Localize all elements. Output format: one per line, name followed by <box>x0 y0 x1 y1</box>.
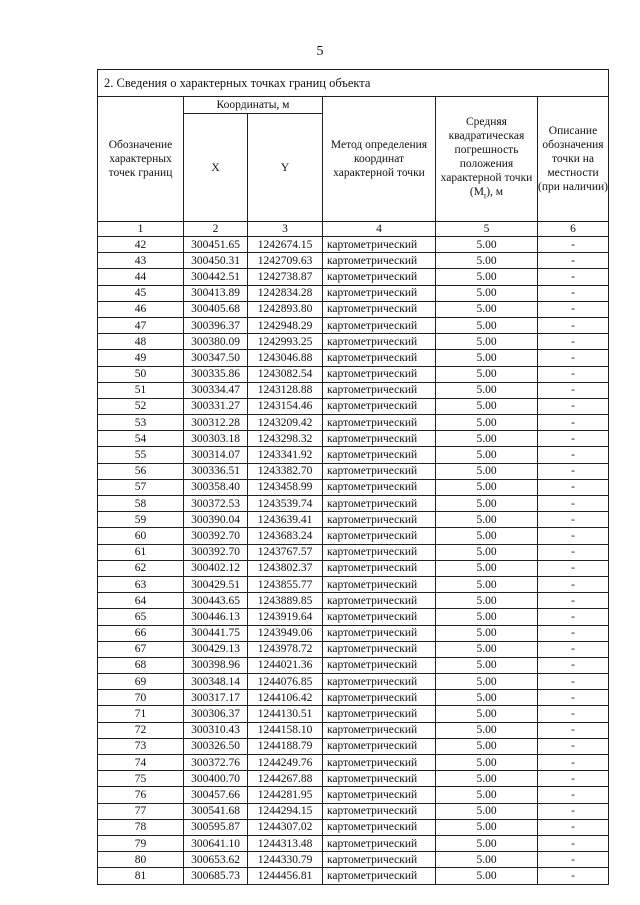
description-cell: - <box>538 722 609 738</box>
description-cell: - <box>538 819 609 835</box>
x-coordinate-cell: 300641.10 <box>184 835 248 851</box>
point-number-cell: 65 <box>98 609 184 625</box>
method-cell: картометрический <box>323 868 436 884</box>
y-coordinate-cell: 1243767.57 <box>248 544 323 560</box>
description-cell: - <box>538 447 609 463</box>
point-number-cell: 72 <box>98 722 184 738</box>
method-cell: картометрический <box>323 269 436 285</box>
description-cell: - <box>538 350 609 366</box>
table-row <box>98 706 609 722</box>
table-row <box>98 803 609 819</box>
x-coordinate-cell: 300390.04 <box>184 512 248 528</box>
y-coordinate-cell: 1244021.36 <box>248 657 323 673</box>
point-number-cell: 64 <box>98 593 184 609</box>
method-cell: картометрический <box>323 317 436 333</box>
description-cell: - <box>538 835 609 851</box>
method-cell: картометрический <box>323 852 436 868</box>
table-row <box>98 544 609 560</box>
point-number-cell: 57 <box>98 479 184 495</box>
column-number: 1 <box>98 222 184 237</box>
point-number-cell: 47 <box>98 317 184 333</box>
method-cell: картометрический <box>323 415 436 431</box>
table-row <box>98 771 609 787</box>
table-row <box>98 755 609 771</box>
y-coordinate-cell: 1243341.92 <box>248 447 323 463</box>
method-cell: картометрический <box>323 285 436 301</box>
table-row <box>98 301 609 317</box>
description-cell: - <box>538 496 609 512</box>
method-cell: картометрический <box>323 544 436 560</box>
column-number: 6 <box>538 222 609 237</box>
x-coordinate-cell: 300334.47 <box>184 382 248 398</box>
method-cell: картометрический <box>323 528 436 544</box>
table-row <box>98 722 609 738</box>
description-cell: - <box>538 237 609 253</box>
accuracy-cell: 5.00 <box>436 657 538 673</box>
point-number-cell: 43 <box>98 253 184 269</box>
point-number-cell: 62 <box>98 560 184 576</box>
point-number-cell: 69 <box>98 674 184 690</box>
table-row <box>98 398 609 414</box>
y-coordinate-cell: 1244130.51 <box>248 706 323 722</box>
y-coordinate-cell: 1244294.15 <box>248 803 323 819</box>
accuracy-cell: 5.00 <box>436 350 538 366</box>
x-coordinate-cell: 300402.12 <box>184 560 248 576</box>
method-cell: картометрический <box>323 835 436 851</box>
table-row <box>98 593 609 609</box>
x-coordinate-cell: 300335.86 <box>184 366 248 382</box>
table-row <box>98 738 609 754</box>
x-coordinate-cell: 300413.89 <box>184 285 248 301</box>
x-coordinate-cell: 300380.09 <box>184 334 248 350</box>
description-cell: - <box>538 787 609 803</box>
method-cell: картометрический <box>323 609 436 625</box>
accuracy-cell: 5.00 <box>436 593 538 609</box>
point-number-cell: 52 <box>98 398 184 414</box>
point-number-cell: 68 <box>98 657 184 673</box>
x-coordinate-cell: 300685.73 <box>184 868 248 884</box>
y-coordinate-cell: 1242674.15 <box>248 237 323 253</box>
y-coordinate-cell: 1244249.76 <box>248 755 323 771</box>
accuracy-cell: 5.00 <box>436 544 538 560</box>
y-coordinate-cell: 1242993.25 <box>248 334 323 350</box>
table-header <box>98 70 609 237</box>
y-coordinate-cell: 1243082.54 <box>248 366 323 382</box>
column-numbers-row <box>98 222 609 237</box>
accuracy-cell: 5.00 <box>436 674 538 690</box>
accuracy-cell: 5.00 <box>436 431 538 447</box>
point-number-cell: 80 <box>98 852 184 868</box>
point-number-cell: 46 <box>98 301 184 317</box>
table-row <box>98 253 609 269</box>
method-cell: картометрический <box>323 479 436 495</box>
accuracy-cell: 5.00 <box>436 690 538 706</box>
point-number-cell: 74 <box>98 755 184 771</box>
table-row <box>98 852 609 868</box>
method-cell: картометрический <box>323 431 436 447</box>
y-coordinate-cell: 1243539.74 <box>248 496 323 512</box>
method-cell: картометрический <box>323 560 436 576</box>
description-cell: - <box>538 609 609 625</box>
description-cell: - <box>538 253 609 269</box>
table-row <box>98 609 609 625</box>
accuracy-cell: 5.00 <box>436 496 538 512</box>
x-coordinate-cell: 300446.13 <box>184 609 248 625</box>
x-coordinate-cell: 300443.65 <box>184 593 248 609</box>
y-coordinate-cell: 1243919.64 <box>248 609 323 625</box>
accuracy-cell: 5.00 <box>436 609 538 625</box>
method-cell: картометрический <box>323 657 436 673</box>
description-cell: - <box>538 431 609 447</box>
y-coordinate-cell: 1242709.63 <box>248 253 323 269</box>
table-row <box>98 868 609 884</box>
method-cell: картометрический <box>323 706 436 722</box>
point-number-cell: 55 <box>98 447 184 463</box>
point-number-cell: 77 <box>98 803 184 819</box>
table-row <box>98 528 609 544</box>
y-coordinate-cell: 1243046.88 <box>248 350 323 366</box>
table-row <box>98 479 609 495</box>
point-number-cell: 79 <box>98 835 184 851</box>
y-coordinate-cell: 1242834.28 <box>248 285 323 301</box>
accuracy-cell: 5.00 <box>436 415 538 431</box>
table-row <box>98 674 609 690</box>
x-coordinate-cell: 300306.37 <box>184 706 248 722</box>
description-cell: - <box>538 382 609 398</box>
description-cell: - <box>538 269 609 285</box>
table-row <box>98 366 609 382</box>
x-coordinate-cell: 300451.65 <box>184 237 248 253</box>
accuracy-cell: 5.00 <box>436 463 538 479</box>
method-cell: картометрический <box>323 690 436 706</box>
description-cell: - <box>538 528 609 544</box>
y-coordinate-cell: 1244330.79 <box>248 852 323 868</box>
x-coordinate-cell: 300429.13 <box>184 641 248 657</box>
accuracy-cell: 5.00 <box>436 528 538 544</box>
method-cell: картометрический <box>323 819 436 835</box>
table-row <box>98 415 609 431</box>
x-coordinate-cell: 300392.70 <box>184 544 248 560</box>
method-cell: картометрический <box>323 803 436 819</box>
y-coordinate-cell: 1243802.37 <box>248 560 323 576</box>
accuracy-cell: 5.00 <box>436 787 538 803</box>
accuracy-cell: 5.00 <box>436 755 538 771</box>
x-coordinate-cell: 300331.27 <box>184 398 248 414</box>
y-coordinate-cell: 1244281.95 <box>248 787 323 803</box>
method-cell: картометрический <box>323 722 436 738</box>
accuracy-cell: 5.00 <box>436 852 538 868</box>
description-cell: - <box>538 738 609 754</box>
accuracy-cell: 5.00 <box>436 237 538 253</box>
description-cell: - <box>538 317 609 333</box>
y-coordinate-cell: 1243128.88 <box>248 382 323 398</box>
table-row <box>98 576 609 592</box>
x-coordinate-cell: 300405.68 <box>184 301 248 317</box>
x-coordinate-cell: 300336.51 <box>184 463 248 479</box>
x-coordinate-cell: 300312.28 <box>184 415 248 431</box>
point-number-cell: 71 <box>98 706 184 722</box>
header-coords: Координаты, м <box>184 97 323 114</box>
page-number: 5 <box>316 44 324 59</box>
point-number-cell: 76 <box>98 787 184 803</box>
method-cell: картометрический <box>323 366 436 382</box>
point-number-cell: 59 <box>98 512 184 528</box>
accuracy-cell: 5.00 <box>436 560 538 576</box>
description-cell: - <box>538 560 609 576</box>
accuracy-cell: 5.00 <box>436 334 538 350</box>
x-coordinate-cell: 300372.53 <box>184 496 248 512</box>
point-number-cell: 66 <box>98 625 184 641</box>
method-cell: картометрический <box>323 787 436 803</box>
point-number-cell: 73 <box>98 738 184 754</box>
x-coordinate-cell: 300595.87 <box>184 819 248 835</box>
table-row <box>98 447 609 463</box>
section-title: 2. Сведения о характерных точках границ объекта <box>98 70 609 97</box>
x-coordinate-cell: 300326.50 <box>184 738 248 754</box>
table-row <box>98 560 609 576</box>
method-cell: картометрический <box>323 771 436 787</box>
accuracy-cell: 5.00 <box>436 576 538 592</box>
y-coordinate-cell: 1244106.42 <box>248 690 323 706</box>
y-coordinate-cell: 1242738.87 <box>248 269 323 285</box>
table-row <box>98 496 609 512</box>
description-cell: - <box>538 544 609 560</box>
accuracy-cell: 5.00 <box>436 366 538 382</box>
method-cell: картометрический <box>323 253 436 269</box>
y-coordinate-cell: 1243458.99 <box>248 479 323 495</box>
header-description: Описание обозначения точки на местности (при наличии) <box>538 97 609 222</box>
description-cell: - <box>538 674 609 690</box>
accuracy-cell: 5.00 <box>436 641 538 657</box>
point-number-cell: 50 <box>98 366 184 382</box>
x-coordinate-cell: 300400.70 <box>184 771 248 787</box>
y-coordinate-cell: 1243978.72 <box>248 641 323 657</box>
point-number-cell: 51 <box>98 382 184 398</box>
point-number-cell: 53 <box>98 415 184 431</box>
accuracy-cell: 5.00 <box>436 301 538 317</box>
point-number-cell: 67 <box>98 641 184 657</box>
column-number: 5 <box>436 222 538 237</box>
y-coordinate-cell: 1243154.46 <box>248 398 323 414</box>
x-coordinate-cell: 300398.96 <box>184 657 248 673</box>
method-cell: картометрический <box>323 674 436 690</box>
table-row <box>98 350 609 366</box>
header-method: Метод определения координат характерной точки <box>323 97 436 222</box>
x-coordinate-cell: 300541.68 <box>184 803 248 819</box>
description-cell: - <box>538 334 609 350</box>
x-coordinate-cell: 300442.51 <box>184 269 248 285</box>
table-row <box>98 625 609 641</box>
method-cell: картометрический <box>323 738 436 754</box>
table-row <box>98 641 609 657</box>
column-number: 3 <box>248 222 323 237</box>
x-coordinate-cell: 300303.18 <box>184 431 248 447</box>
table-row <box>98 787 609 803</box>
point-number-cell: 63 <box>98 576 184 592</box>
accuracy-cell: 5.00 <box>436 835 538 851</box>
y-coordinate-cell: 1244188.79 <box>248 738 323 754</box>
accuracy-cell: 5.00 <box>436 512 538 528</box>
method-cell: картометрический <box>323 625 436 641</box>
y-coordinate-cell: 1244313.48 <box>248 835 323 851</box>
y-coordinate-cell: 1243209.42 <box>248 415 323 431</box>
x-coordinate-cell: 300348.14 <box>184 674 248 690</box>
point-number-cell: 56 <box>98 463 184 479</box>
point-number-cell: 49 <box>98 350 184 366</box>
description-cell: - <box>538 803 609 819</box>
point-number-cell: 58 <box>98 496 184 512</box>
table-row <box>98 835 609 851</box>
method-cell: картометрический <box>323 576 436 592</box>
description-cell: - <box>538 463 609 479</box>
method-cell: картометрический <box>323 641 436 657</box>
table-row <box>98 657 609 673</box>
x-coordinate-cell: 300441.75 <box>184 625 248 641</box>
table-row <box>98 237 609 253</box>
description-cell: - <box>538 868 609 884</box>
y-coordinate-cell: 1244456.81 <box>248 868 323 884</box>
x-coordinate-cell: 300450.31 <box>184 253 248 269</box>
y-coordinate-cell: 1244307.02 <box>248 819 323 835</box>
description-cell: - <box>538 625 609 641</box>
table-row <box>98 334 609 350</box>
x-coordinate-cell: 300392.70 <box>184 528 248 544</box>
table-row <box>98 819 609 835</box>
x-coordinate-cell: 300358.40 <box>184 479 248 495</box>
accuracy-cell: 5.00 <box>436 269 538 285</box>
header-accuracy: Средняя квадратическая погрешность положения характерной точки $(M_t)$, м <box>436 97 538 222</box>
table-row <box>98 317 609 333</box>
accuracy-cell: 5.00 <box>436 253 538 269</box>
method-cell: картометрический <box>323 398 436 414</box>
y-coordinate-cell: 1244076.85 <box>248 674 323 690</box>
description-cell: - <box>538 415 609 431</box>
description-cell: - <box>538 285 609 301</box>
header-point: Обозначение характерных точек границ <box>98 97 184 222</box>
y-coordinate-cell: 1244158.10 <box>248 722 323 738</box>
table-row <box>98 512 609 528</box>
point-number-cell: 42 <box>98 237 184 253</box>
method-cell: картометрический <box>323 334 436 350</box>
table-body <box>98 237 609 885</box>
x-coordinate-cell: 300457.66 <box>184 787 248 803</box>
table-row <box>98 382 609 398</box>
x-coordinate-cell: 300396.37 <box>184 317 248 333</box>
x-coordinate-cell: 300317.17 <box>184 690 248 706</box>
accuracy-cell: 5.00 <box>436 285 538 301</box>
y-coordinate-cell: 1242948.29 <box>248 317 323 333</box>
x-coordinate-cell: 300314.07 <box>184 447 248 463</box>
description-cell: - <box>538 641 609 657</box>
table-row <box>98 431 609 447</box>
accuracy-cell: 5.00 <box>436 738 538 754</box>
description-cell: - <box>538 706 609 722</box>
method-cell: картометрический <box>323 350 436 366</box>
boundary-points-table <box>97 69 609 885</box>
description-cell: - <box>538 366 609 382</box>
table-row <box>98 269 609 285</box>
accuracy-cell: 5.00 <box>436 868 538 884</box>
point-number-cell: 60 <box>98 528 184 544</box>
description-cell: - <box>538 576 609 592</box>
y-coordinate-cell: 1243889.85 <box>248 593 323 609</box>
x-coordinate-cell: 300653.62 <box>184 852 248 868</box>
column-number: 2 <box>184 222 248 237</box>
point-number-cell: 75 <box>98 771 184 787</box>
header-x: X <box>184 114 248 222</box>
point-number-cell: 48 <box>98 334 184 350</box>
y-coordinate-cell: 1243382.70 <box>248 463 323 479</box>
description-cell: - <box>538 301 609 317</box>
accuracy-cell: 5.00 <box>436 706 538 722</box>
method-cell: картометрический <box>323 447 436 463</box>
table-row <box>98 285 609 301</box>
accuracy-cell: 5.00 <box>436 479 538 495</box>
accuracy-cell: 5.00 <box>436 447 538 463</box>
method-cell: картометрический <box>323 496 436 512</box>
description-cell: - <box>538 690 609 706</box>
description-cell: - <box>538 771 609 787</box>
y-coordinate-cell: 1243683.24 <box>248 528 323 544</box>
x-coordinate-cell: 300429.51 <box>184 576 248 592</box>
point-number-cell: 54 <box>98 431 184 447</box>
point-number-cell: 81 <box>98 868 184 884</box>
description-cell: - <box>538 512 609 528</box>
table-row <box>98 690 609 706</box>
accuracy-cell: 5.00 <box>436 771 538 787</box>
x-coordinate-cell: 300372.76 <box>184 755 248 771</box>
y-coordinate-cell: 1244267.88 <box>248 771 323 787</box>
y-coordinate-cell: 1243639.41 <box>248 512 323 528</box>
accuracy-cell: 5.00 <box>436 625 538 641</box>
description-cell: - <box>538 398 609 414</box>
x-coordinate-cell: 300310.43 <box>184 722 248 738</box>
point-number-cell: 61 <box>98 544 184 560</box>
x-coordinate-cell: 300347.50 <box>184 350 248 366</box>
description-cell: - <box>538 479 609 495</box>
description-cell: - <box>538 755 609 771</box>
column-number: 4 <box>323 222 436 237</box>
accuracy-cell: 5.00 <box>436 398 538 414</box>
point-number-cell: 44 <box>98 269 184 285</box>
method-cell: картометрический <box>323 512 436 528</box>
y-coordinate-cell: 1242893.80 <box>248 301 323 317</box>
header-y: Y <box>248 114 323 222</box>
point-number-cell: 45 <box>98 285 184 301</box>
table-row <box>98 463 609 479</box>
method-cell: картометрический <box>323 237 436 253</box>
method-cell: картометрический <box>323 593 436 609</box>
method-cell: картометрический <box>323 463 436 479</box>
point-number-cell: 78 <box>98 819 184 835</box>
description-cell: - <box>538 852 609 868</box>
method-cell: картометрический <box>323 382 436 398</box>
description-cell: - <box>538 657 609 673</box>
accuracy-cell: 5.00 <box>436 803 538 819</box>
accuracy-cell: 5.00 <box>436 722 538 738</box>
description-cell: - <box>538 593 609 609</box>
method-cell: картометрический <box>323 301 436 317</box>
method-cell: картометрический <box>323 755 436 771</box>
point-number-cell: 70 <box>98 690 184 706</box>
y-coordinate-cell: 1243855.77 <box>248 576 323 592</box>
accuracy-cell: 5.00 <box>436 382 538 398</box>
accuracy-cell: 5.00 <box>436 317 538 333</box>
y-coordinate-cell: 1243298.32 <box>248 431 323 447</box>
y-coordinate-cell: 1243949.06 <box>248 625 323 641</box>
accuracy-cell: 5.00 <box>436 819 538 835</box>
